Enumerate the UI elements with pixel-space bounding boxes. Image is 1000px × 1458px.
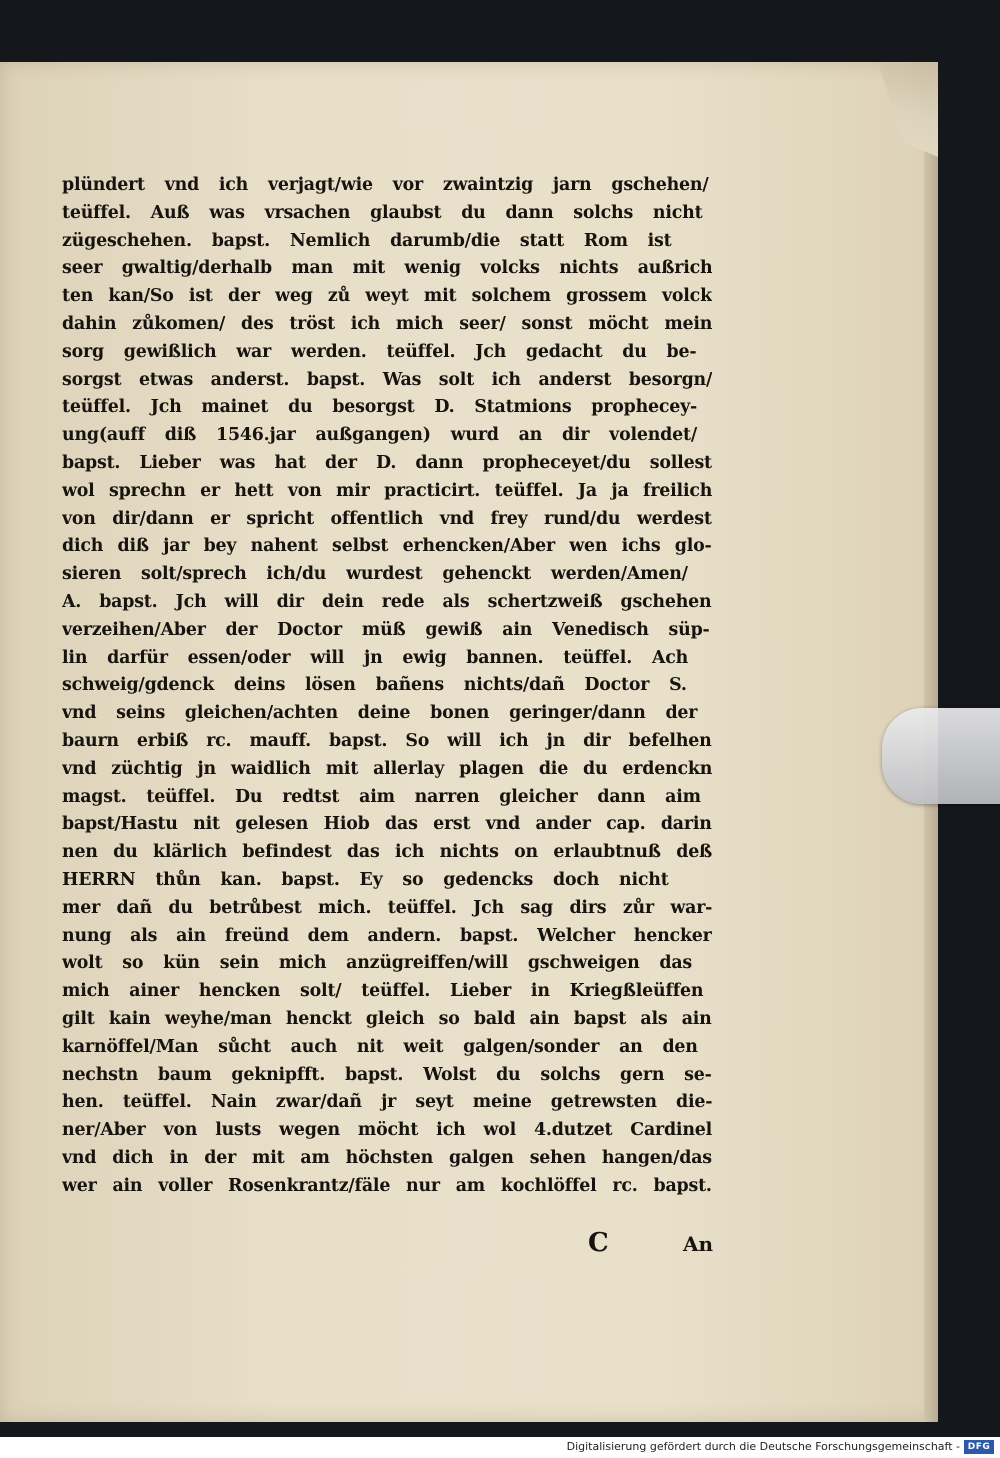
footer-bar <box>0 1437 1000 1458</box>
text-line: wol sprechn er hett von mir practicirt. teüffel. Ja ja freilich <box>62 480 712 501</box>
text-line: magst. teüffel. Du redtst aim narren gleicher dann aim <box>62 786 701 807</box>
text-line: A. bapst. Jch will dir dein rede als schertzweiß gschehen <box>62 591 712 612</box>
text-line: plündert vnd ich verjagt/wie vor zwaintzig jarn gschehen/ <box>62 175 709 195</box>
text-line: bapst/Hastu nit gelesen Hiob das erst vnd ander cap. darin <box>62 814 712 835</box>
text-line: teüffel. Auß was vrsachen glaubst du dann solchs nicht <box>62 202 703 223</box>
footer-credit: Digitalisierung gefördert durch die Deutsche Forschungsgemeinschaft - <box>566 1440 960 1453</box>
book-page <box>0 62 938 1422</box>
text-line: zügeschehen. bapst. Nemlich darumb/die statt Rom ist <box>62 230 672 251</box>
text-line: baurn erbiß rc. mauff. bapst. So will ich jn dir befelhen <box>62 730 712 751</box>
text-line: karnöffel/Man sůcht auch nit weit galgen/sonder an den <box>62 1036 698 1057</box>
text-line: vnd seins gleichen/achten deine bonen geringer/dann der <box>62 703 698 724</box>
catchword: An <box>682 1232 713 1256</box>
text-line: lin darfür essen/oder will jn ewig bannen. teüffel. Ach <box>62 647 689 668</box>
text-line: sieren solt/sprech ich/du wurdest gehenckt werden/Amen/ <box>62 564 688 585</box>
text-line: mich ainer hencken solt/ teüffel. Lieber in Kriegßleüffen <box>62 981 704 1002</box>
page-foot <box>588 1228 713 1264</box>
text-line: nechstn baum geknipfft. bapst. Wolst du solchs gern se- <box>62 1064 712 1085</box>
text-line: ten kan/So ist der weg zů weyt mit solchem grossem volck <box>62 286 712 307</box>
text-line: hen. teüffel. Nain zwar/dañ jr seyt meine getrewsten die- <box>62 1092 712 1113</box>
text-line: HERRN thůn kan. bapst. Ey so gedencks doch nicht <box>62 869 669 890</box>
text-line: schweig/gdenck deins lösen bañens nichts/dañ Doctor S. <box>62 675 687 696</box>
text-line: ner/Aber von lusts wegen möcht ich wol 4.dutzet Cardinel <box>62 1120 712 1141</box>
text-line: verzeihen/Aber der Doctor müß gewiß ain Venedisch süp- <box>62 619 710 640</box>
text-line: bapst. Lieber was hat der D. dann propheceyet/du sollest <box>62 452 712 473</box>
text-line: vnd züchtig jn waidlich mit allerlay plagen die du erdenckn <box>62 758 712 779</box>
page-corner-fold <box>863 62 938 157</box>
dfg-logo-icon: DFG <box>964 1440 994 1454</box>
text-line: vnd dich in der mit am höchsten galgen sehen hangen/das <box>62 1147 712 1168</box>
text-line: nen du klärlich befindest das ich nichts on erlaubtnuß deß <box>62 842 712 863</box>
text-line: nung als ain freünd dem andern. bapst. Welcher hencker <box>62 925 712 946</box>
signature-mark: C <box>588 1228 609 1258</box>
text-line: wolt so kün sein mich anzügreiffen/will gschweigen das <box>62 953 693 974</box>
text-line: dich diß jar bey nahent selbst erhencken/Aber wen ichs glo- <box>62 536 712 557</box>
text-line: von dir/dann er spricht offentlich vnd frey rund/du werdest <box>62 508 712 529</box>
text-line: wer ain voller Rosenkrantz/fäle nur am kochlöffel rc. bapst. <box>62 1175 712 1196</box>
text-line: ung(auff diß 1546.jar außgangen) wurd an dir volendet/ <box>62 425 697 446</box>
page-clip <box>882 708 1000 804</box>
text-line: mer dañ du betrůbest mich. teüffel. Jch sag dirs zůr war- <box>62 897 712 918</box>
text-line: teüffel. Jch mainet du besorgst D. Statmions prophecey- <box>62 397 698 418</box>
page-text-block <box>62 172 712 1200</box>
text-line: dahin zůkomen/ des tröst ich mich seer/ sonst möcht mein <box>62 313 712 334</box>
text-line: sorgst etwas anderst. bapst. Was solt ich anderst besorgn/ <box>62 369 712 390</box>
text-line: gilt kain weyhe/man henckt gleich so bald ain bapst als ain <box>62 1008 712 1029</box>
text-line: seer gwaltig/derhalb man mit wenig volcks nichts außrich <box>62 258 712 279</box>
text-line: sorg gewißlich war werden. teüffel. Jch gedacht du be- <box>62 341 697 362</box>
